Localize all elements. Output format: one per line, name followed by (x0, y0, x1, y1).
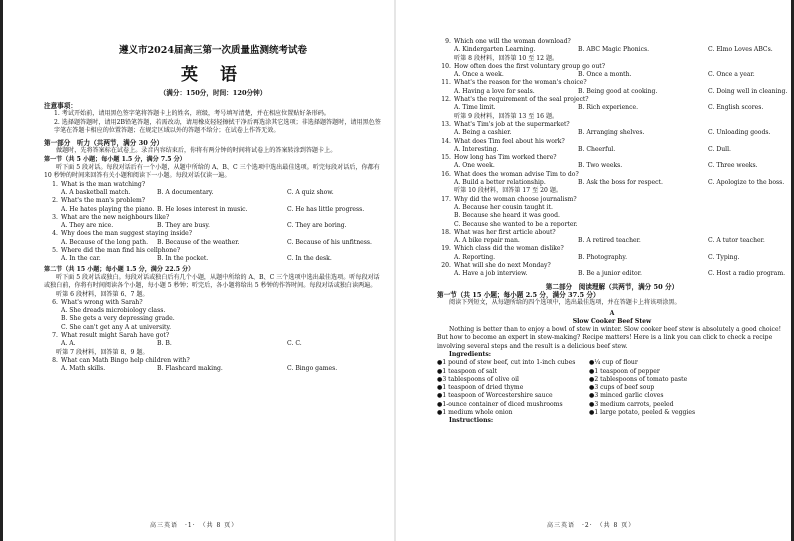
option-b[interactable]: B. Being good at cooking. (578, 87, 658, 95)
question-19: 19. Which class did the woman dislike? A. Reporting. B. Photography. C. Typing. (441, 245, 740, 261)
question-18: 18. What was her first article about? A. A bike repair man. B. A retired teacher. C. A tutor teacher. (441, 228, 765, 245)
question-17: 17. Why did the woman choose journalism? A. Because her cousin taught it. B. Because she heard it was good. C. Because she wanted to be a reporter. (437, 196, 787, 229)
question-3: 3. What are the new neighbours like? A. They are nice. B. They are busy. C. They are boring. (52, 213, 347, 230)
instructions-title: Instructions: (449, 417, 494, 425)
ingredients-list (437, 359, 787, 417)
notice-2: 2. 选择题答题时，请用2B铅笔答题，若需改动，请用橡皮轻轻擦拭干净后再选涂其它选项；非选择题答题时，请用黑色签字笔在答题卡相应的位置答题；在规定区域以外的答题不给分；在试卷上作答无效。 (54, 118, 381, 134)
option-c[interactable]: C. She can't get any A at university. (61, 323, 172, 331)
option-b[interactable]: B. She gets a very depressing grade. (61, 315, 175, 323)
ingredient-item: ●1 teaspoon of salt (437, 367, 498, 375)
option-a[interactable]: A. He hates playing the piano. (61, 205, 155, 213)
ingredient-item: ●1 pound of stew beef, cut into 1-inch cubes (437, 359, 576, 367)
question-4: 4. Why does the man suggest staying inside? A. Because of the long path. B. Because of the weather. C. Because of his unfitness. (52, 230, 372, 246)
part2-title: 第二部分 阅读理解（共两节，满分 50 分） (545, 282, 679, 291)
option-a[interactable]: A. A basketball match. (61, 188, 131, 196)
section1-desc: 听下面 5 段对话。每段对话后有一个小题，从题中所给的 A、B、C 三个选项中选出最佳选项。听完每段对话后，你都有 10 秒钟的时间来回答有关小题和阅读下一小题。每段对话仅读一遍。 (44, 164, 380, 180)
option-c[interactable]: C. Once a year. (708, 71, 755, 79)
option-c[interactable]: C. Bingo games. (287, 365, 338, 373)
question-6: 6. What's wrong with Sarah? A. She dreads microbiology class. B. She gets a very depressing grade. C. She can't get any A at university. (44, 299, 382, 332)
score-info: （满分：150分，时间：120分钟） (159, 89, 267, 97)
option-b[interactable]: B. ABC Magic Phonics. (578, 46, 650, 54)
passage-title: Slow Cooker Beef Stew (572, 317, 652, 325)
question-8: 8. What can Math Bingo help children with? A. Math skills. B. Flashcard making. C. Bingo games. (52, 356, 338, 373)
ingredient-item: ●1 teaspoon of dried thyme (437, 384, 524, 392)
option-b[interactable]: B. A retired teacher. (578, 237, 641, 245)
option-b[interactable]: B. Photography. (578, 253, 628, 261)
ingredients-title: Ingredients: (449, 350, 492, 358)
option-b[interactable]: B. A documentary. (157, 188, 214, 196)
option-b[interactable]: B. Arranging shelves. (578, 129, 645, 137)
ingredients-left-column (437, 359, 589, 417)
ingredient-item: ●1 large potato, peeled & veggies (589, 409, 696, 417)
notice-title: 注意事项： (44, 102, 77, 110)
question-9: 9. Which one will the woman download? A. Kindergarten Learning. B. ABC Magic Phonics. C. Elmo Loves ABCs. (445, 38, 773, 54)
ingredient-item: ●3 medium carrots, peeled (589, 400, 674, 408)
ingredient-item: ●¼ cup of flour (589, 359, 638, 367)
ingredient-item: ●3 minced garlic cloves (589, 392, 664, 400)
option-a[interactable]: A. Once a week. (454, 71, 504, 79)
question-12: 12. What's the requirement of the seal project? A. Time limit. B. Rich experience. C. English scores. (441, 96, 764, 112)
option-c[interactable]: C. English scores. (708, 104, 764, 112)
option-a[interactable]: A. Because her cousin taught it. (454, 203, 553, 211)
material-8-instruction: 听第 8 段材料，回答第 10 至 12 题。 (454, 54, 559, 62)
material-6-instruction: 听第 6 段材料，回答第 6、7 题。 (56, 290, 149, 298)
option-b[interactable]: B. B. (157, 340, 172, 348)
material-9-instruction: 听第 9 段材料，回答第 13 至 16 题。 (454, 112, 559, 120)
question-13: 13. What's Tim's job at the supermarket? A. Being a cashier. B. Arranging shelves. C. Unloading goods. (441, 120, 771, 137)
question-10: 10. How often does the first voluntary group go out? A. Once a week. B. Once a month. C. Once a year. (441, 62, 755, 79)
option-b[interactable]: B. Two weeks. (578, 162, 623, 170)
option-b[interactable]: B. Flashcard making. (157, 365, 223, 373)
question-16: 16. What does the woman advise Tim to do? A. Build a better relationship. B. Ask the boss for respect. C. Apologize to the boss. (441, 170, 785, 187)
section2-desc: 听下面 5 段对话或独白。每段对话或独白后有几个小题，从题中所给的 A、B、C 三个选项中选出最佳选项。听每段对话或独白前，你将有时间阅读各个小题，每小题 5 秒钟；听完后，各小题将给出 5 秒钟的作答时间。每段对话或独白读两遍。 (44, 273, 380, 290)
option-c[interactable]: C. Doing well in cleaning. (708, 87, 788, 95)
option-b[interactable]: B. They are busy. (157, 222, 210, 230)
section1-title: 第一节（共 5 小题；每小题 1.5 分，满分 7.5 分） (44, 155, 186, 163)
option-c[interactable]: C. Three weeks. (708, 162, 758, 170)
notice-1: 1. 考试开始前，请用黑色签字笔将答题卡上的姓名，班级，考号填写清楚，并在相应位置贴好条形码。 (54, 110, 330, 118)
question-14: 14. What does Tim feel about his work? A. Interesting. B. Cheerful. C. Dull. (441, 137, 731, 153)
option-a[interactable]: A. A bike repair man. (454, 237, 520, 245)
option-c[interactable]: C. Because of his unfitness. (287, 238, 372, 246)
question-5: 5. Where did the man find his cellphone? A. In the car. B. In the pocket. C. In the desk. (52, 247, 332, 263)
option-c[interactable]: C. A quiz show. (287, 188, 334, 196)
option-b[interactable]: B. Because she heard it was good. (454, 212, 560, 220)
page-1-content (44, 0, 382, 374)
option-a[interactable]: A. Being a cashier. (454, 129, 512, 137)
option-c[interactable]: C. Because she wanted to be a reporter. (454, 220, 578, 228)
ingredient-item: ●1-ounce container of diced mushrooms (437, 400, 563, 408)
option-a[interactable]: A. In the car. (61, 255, 101, 263)
part1-desc: 做题时，先将答案标在试卷上。录音内容结束后，你将有两分钟的时间将试卷上的答案转涂到答题卡上。 (56, 147, 337, 155)
option-c[interactable]: C. Apologize to the boss. (708, 179, 785, 187)
question-7: 7. What result might Sarah have got? A. A. B. B. C. C. (52, 332, 302, 348)
questions-1-5 (44, 181, 382, 264)
page-2-content (437, 38, 787, 426)
option-a[interactable]: A. Because of the long path. (61, 238, 149, 246)
option-a[interactable]: A. Having a love for seals. (454, 87, 535, 95)
question-15: 15. How long has Tim worked there? A. One week. B. Two weeks. C. Three weeks. (441, 154, 758, 170)
option-b[interactable]: B. Once a month. (578, 71, 632, 79)
ingredients-right-column (589, 359, 741, 417)
page-1-footer: 高三英语 ·1· （共 8 页） (150, 522, 239, 529)
option-b[interactable]: B. Rich experience. (578, 104, 639, 112)
option-c[interactable]: C. They are boring. (287, 222, 347, 230)
ingredient-item: ●3 cups of beef soup (589, 384, 655, 392)
option-b[interactable]: B. Be a junior editor. (578, 270, 642, 278)
exam-page-2 (397, 0, 794, 541)
option-a[interactable]: A. They are nice. (61, 222, 114, 230)
question-11: 11. What's the reason for the woman's choice? A. Having a love for seals. B. Being good at cooking. C. Doing well in cleaning. (441, 79, 788, 95)
section2-title: 第二节（共 15 小题；每小题 1.5 分，满分 22.5 分） (44, 265, 195, 273)
option-b[interactable]: B. In the pocket. (157, 255, 209, 263)
option-a[interactable]: A. Build a better relationship. (454, 179, 546, 187)
ingredient-item: ●2 tablespoons of tomato paste (589, 375, 688, 383)
ingredient-item: ●3 tablespoons of olive oil (437, 375, 520, 383)
question-20: 20. What will she do next Monday? A. Have a job interview. B. Be a junior editor. C. Host a radio program. (441, 262, 786, 278)
option-a[interactable]: A. Math skills. (61, 365, 106, 373)
option-a[interactable]: A. She dreads microbiology class. (61, 307, 166, 315)
option-a[interactable]: A. One week. (454, 162, 495, 170)
option-b[interactable]: B. Ask the boss for respect. (578, 179, 663, 187)
option-b[interactable]: B. Because of the weather. (157, 238, 240, 246)
option-c[interactable]: C. Dull. (708, 145, 731, 153)
option-c[interactable]: C. Unloading goods. (708, 129, 771, 137)
option-c[interactable]: C. A tutor teacher. (708, 237, 765, 245)
passage-letter: A (609, 309, 615, 317)
material-7-instruction: 听第 7 段材料，回答第 8、9 题。 (56, 348, 149, 356)
ingredient-item: ●1 teaspoon of pepper (589, 367, 660, 375)
part2-section1-title: 第一节（共 15 小题；每小题 2.5 分，满分 37.5 分） (437, 290, 600, 299)
material-10-instruction: 听第 10 段材料，回答第 17 至 20 题。 (454, 187, 563, 195)
option-a[interactable]: A. Time limit. (454, 104, 496, 112)
option-c[interactable]: C. Elmo Loves ABCs. (708, 46, 773, 54)
option-b[interactable]: B. He loses interest in music. (157, 205, 248, 213)
ingredient-item: ●1 teaspoon of Worcestershire sauce (437, 392, 553, 400)
question-1: 1. What is the man watching? A. A basketball match. B. A documentary. C. A quiz show. (52, 180, 334, 196)
option-c[interactable]: C. He has little progress. (287, 205, 365, 213)
option-a[interactable]: A. Have a job interview. (454, 270, 528, 278)
option-c[interactable]: C. C. (287, 340, 302, 348)
option-c[interactable]: C. In the desk. (287, 255, 332, 263)
option-a[interactable]: A. A. (61, 340, 76, 348)
option-c[interactable]: C. Host a radio program. (708, 270, 786, 278)
option-a[interactable]: A. Reporting. (454, 253, 496, 261)
part1-title: 第一部分 听力（共两节，满分 30 分） (44, 139, 164, 148)
passage-text: Nothing is better than to enjoy a bowl of stew in winter. Slow cooker beef stew is absolutely a good choice! But how to become an expert in stew-making? Recipe matters! Here is a link you can click to check a recipe involving several steps and the result is a delicious beef stew. (437, 326, 782, 350)
part2-section1-desc: 阅读下列短文，从每题所给的四个选项中，选出最佳选项，并在答题卡上将该项涂黑。 (449, 299, 681, 307)
exam-title: 遵义市2024届高三第一次质量监测统考试卷 (119, 45, 307, 56)
option-a[interactable]: A. Interesting. (454, 145, 499, 153)
ingredient-item: ●1 medium whole onion (437, 409, 513, 417)
question-2: 2. What's the man's problem? A. He hates playing the piano. B. He loses interest in music. C. He has little progress. (52, 197, 365, 213)
option-b[interactable]: B. Cheerful. (578, 145, 616, 153)
subject-title: 英 语 (181, 65, 245, 85)
page-2-footer: 高三英语 ·2· （共 8 页） (547, 522, 636, 529)
option-a[interactable]: A. Kindergarten Learning. (454, 46, 536, 54)
option-c[interactable]: C. Typing. (708, 253, 740, 261)
